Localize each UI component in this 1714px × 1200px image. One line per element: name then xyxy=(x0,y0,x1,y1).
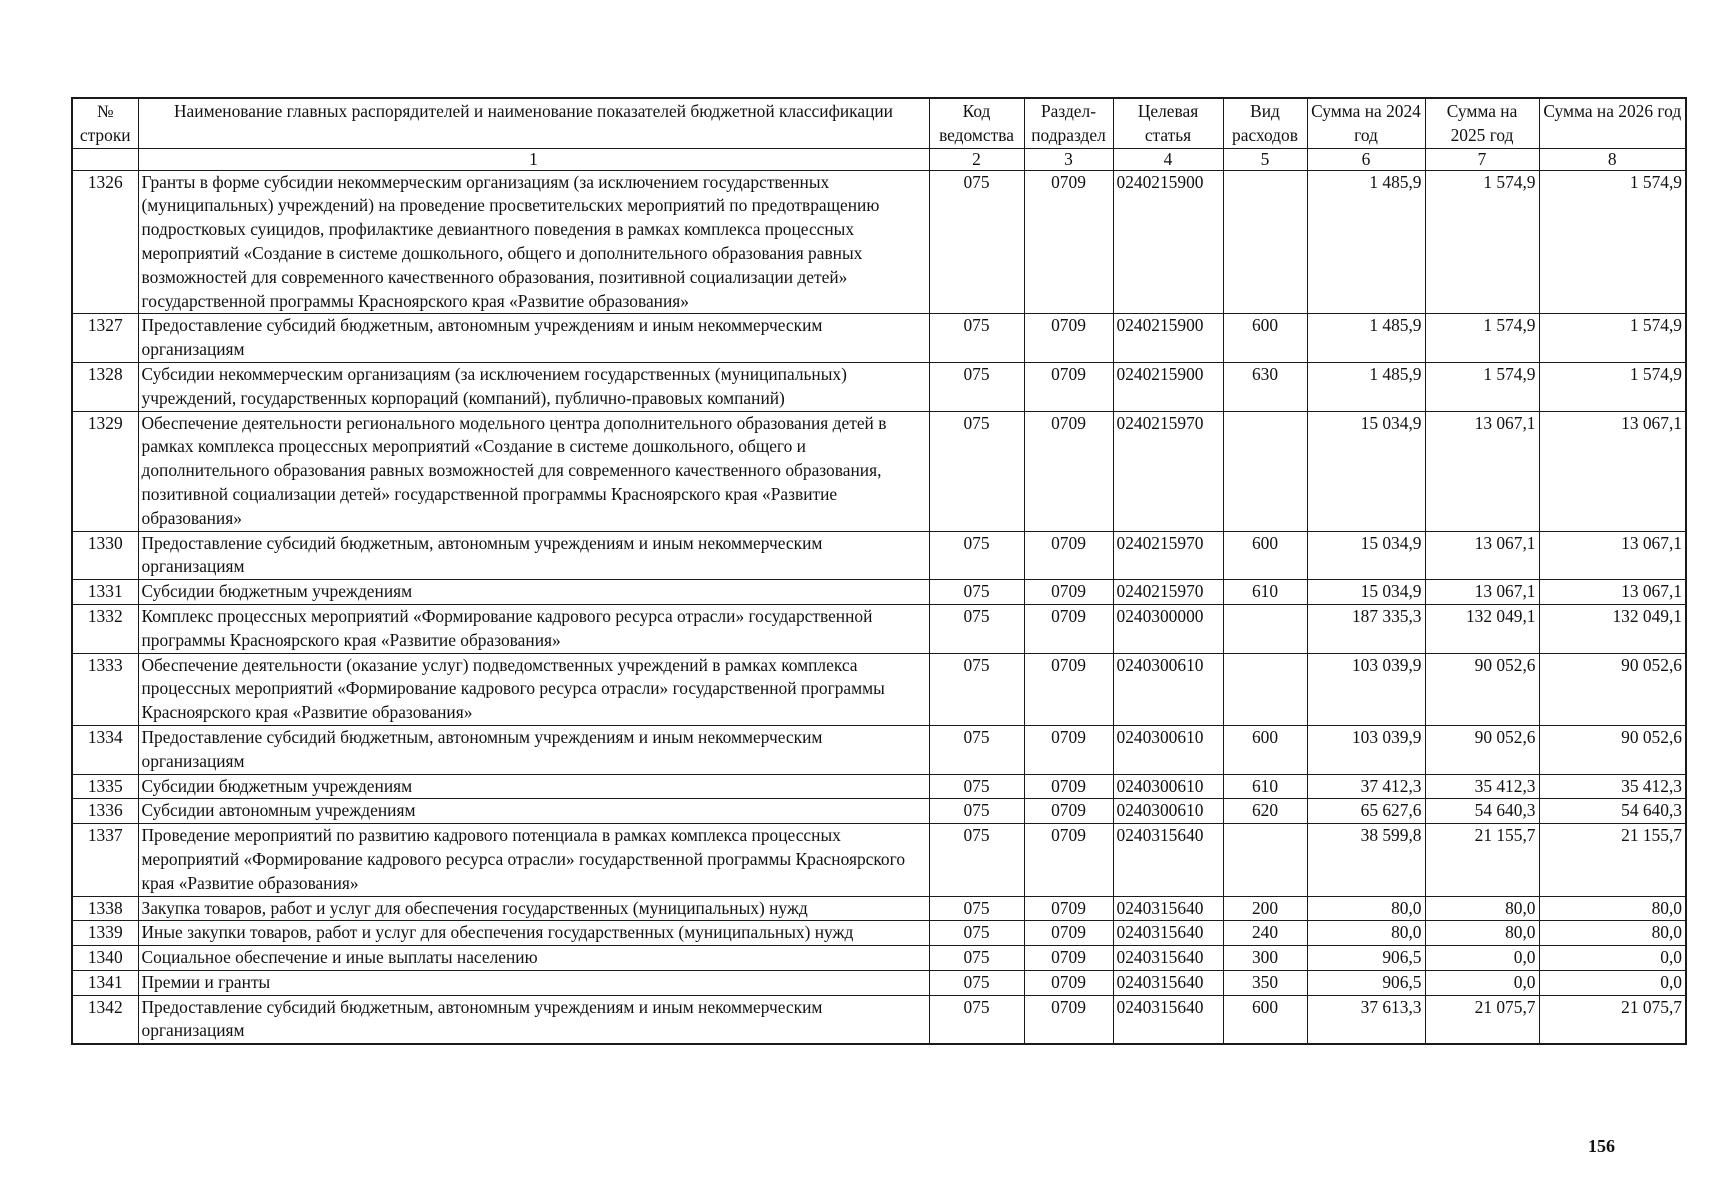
target-item-code: 0240315640 xyxy=(1113,921,1223,946)
section-code: 0709 xyxy=(1024,799,1113,824)
sum-2025: 35 412,3 xyxy=(1425,774,1539,799)
sum-2026: 13 067,1 xyxy=(1539,531,1686,580)
row-number: 1335 xyxy=(72,774,138,799)
department-code: 075 xyxy=(929,531,1024,580)
column-number: 2 xyxy=(929,148,1024,170)
sum-2025: 90 052,6 xyxy=(1425,653,1539,725)
header-row-number: № строки xyxy=(72,98,138,148)
department-code: 075 xyxy=(929,896,1024,921)
row-number: 1330 xyxy=(72,531,138,580)
department-code: 075 xyxy=(929,725,1024,774)
sum-2025: 80,0 xyxy=(1425,896,1539,921)
target-item-code: 0240215970 xyxy=(1113,580,1223,605)
department-code: 075 xyxy=(929,946,1024,971)
column-number: 8 xyxy=(1539,148,1686,170)
row-name: Комплекс процессных мероприятий «Формирование кадрового ресурса отрасли» государственной программы Красноярского края «Развитие образования» xyxy=(138,604,929,653)
header-department-code: Код ведомства xyxy=(929,98,1024,148)
row-name: Предоставление субсидий бюджетным, автономным учреждениям и иным некоммерческим организациям xyxy=(138,314,929,363)
table-row xyxy=(72,774,1686,799)
sum-2025: 1 574,9 xyxy=(1425,362,1539,411)
budget-table-container xyxy=(71,97,1685,1045)
table-row xyxy=(72,362,1686,411)
row-number: 1329 xyxy=(72,411,138,531)
sum-2026: 80,0 xyxy=(1539,921,1686,946)
department-code: 075 xyxy=(929,799,1024,824)
column-number: 3 xyxy=(1024,148,1113,170)
sum-2024: 37 412,3 xyxy=(1307,774,1425,799)
sum-2025: 90 052,6 xyxy=(1425,725,1539,774)
column-number: 4 xyxy=(1113,148,1223,170)
target-item-code: 0240215900 xyxy=(1113,314,1223,363)
section-code: 0709 xyxy=(1024,653,1113,725)
department-code: 075 xyxy=(929,411,1024,531)
header-target-item: Целевая статья xyxy=(1113,98,1223,148)
table-row xyxy=(72,921,1686,946)
department-code: 075 xyxy=(929,824,1024,896)
table-row xyxy=(72,946,1686,971)
target-item-code: 0240215900 xyxy=(1113,362,1223,411)
header-sum-2026: Сумма на 2026 год xyxy=(1539,98,1686,148)
sum-2024: 187 335,3 xyxy=(1307,604,1425,653)
row-name: Субсидии автономным учреждениям xyxy=(138,799,929,824)
section-code: 0709 xyxy=(1024,580,1113,605)
row-number: 1336 xyxy=(72,799,138,824)
department-code: 075 xyxy=(929,995,1024,1044)
target-item-code: 0240300000 xyxy=(1113,604,1223,653)
header-row xyxy=(72,98,1686,148)
section-code: 0709 xyxy=(1024,362,1113,411)
sum-2024: 103 039,9 xyxy=(1307,653,1425,725)
sum-2026: 90 052,6 xyxy=(1539,725,1686,774)
table-row xyxy=(72,314,1686,363)
row-number: 1333 xyxy=(72,653,138,725)
target-item-code: 0240300610 xyxy=(1113,725,1223,774)
row-number: 1326 xyxy=(72,170,138,314)
section-code: 0709 xyxy=(1024,774,1113,799)
sum-2025: 13 067,1 xyxy=(1425,580,1539,605)
row-name: Субсидии бюджетным учреждениям xyxy=(138,774,929,799)
sum-2025: 54 640,3 xyxy=(1425,799,1539,824)
sum-2026: 0,0 xyxy=(1539,946,1686,971)
expense-type-code: 300 xyxy=(1223,946,1307,971)
target-item-code: 0240300610 xyxy=(1113,799,1223,824)
target-item-code: 0240315640 xyxy=(1113,824,1223,896)
column-number-row xyxy=(72,148,1686,170)
expense-type-code xyxy=(1223,170,1307,314)
column-number xyxy=(72,148,138,170)
sum-2026: 80,0 xyxy=(1539,896,1686,921)
target-item-code: 0240315640 xyxy=(1113,946,1223,971)
table-row xyxy=(72,653,1686,725)
section-code: 0709 xyxy=(1024,946,1113,971)
table-row xyxy=(72,531,1686,580)
expense-type-code: 620 xyxy=(1223,799,1307,824)
sum-2026: 35 412,3 xyxy=(1539,774,1686,799)
table-row xyxy=(72,411,1686,531)
target-item-code: 0240315640 xyxy=(1113,970,1223,995)
row-name: Обеспечение деятельности (оказание услуг) подведомственных учреждений в рамках комплекса процессных мероприятий «Формирование кадрового ресурса отрасли» государственной программы Красноярского края «Развитие образования» xyxy=(138,653,929,725)
target-item-code: 0240300610 xyxy=(1113,653,1223,725)
row-name: Иные закупки товаров, работ и услуг для обеспечения государственных (муниципальных) нужд xyxy=(138,921,929,946)
section-code: 0709 xyxy=(1024,995,1113,1044)
sum-2024: 906,5 xyxy=(1307,946,1425,971)
row-number: 1338 xyxy=(72,896,138,921)
table-row xyxy=(72,824,1686,896)
row-number: 1337 xyxy=(72,824,138,896)
row-name: Обеспечение деятельности регионального модельного центра дополнительного образования детей в рамках комплекса процессных мероприятий «Создание в системе дошкольного, общего и дополнительного образования равных возможностей для современного качественного образования, позитивной социализации детей» государственной программы Красноярского края «Развитие образования» xyxy=(138,411,929,531)
expense-type-code: 240 xyxy=(1223,921,1307,946)
row-number: 1340 xyxy=(72,946,138,971)
row-name: Социальное обеспечение и иные выплаты населению xyxy=(138,946,929,971)
department-code: 075 xyxy=(929,604,1024,653)
row-name: Предоставление субсидий бюджетным, автономным учреждениям и иным некоммерческим организациям xyxy=(138,531,929,580)
sum-2024: 103 039,9 xyxy=(1307,725,1425,774)
target-item-code: 0240300610 xyxy=(1113,774,1223,799)
expense-type-code: 200 xyxy=(1223,896,1307,921)
sum-2024: 906,5 xyxy=(1307,970,1425,995)
sum-2024: 15 034,9 xyxy=(1307,531,1425,580)
sum-2024: 37 613,3 xyxy=(1307,995,1425,1044)
header-sum-2025: Сумма на 2025 год xyxy=(1425,98,1539,148)
table-row xyxy=(72,970,1686,995)
expense-type-code: 600 xyxy=(1223,725,1307,774)
expense-type-code: 610 xyxy=(1223,580,1307,605)
sum-2026: 13 067,1 xyxy=(1539,580,1686,605)
target-item-code: 0240315640 xyxy=(1113,995,1223,1044)
department-code: 075 xyxy=(929,170,1024,314)
sum-2026: 13 067,1 xyxy=(1539,411,1686,531)
column-number: 7 xyxy=(1425,148,1539,170)
row-number: 1331 xyxy=(72,580,138,605)
sum-2025: 13 067,1 xyxy=(1425,531,1539,580)
section-code: 0709 xyxy=(1024,531,1113,580)
row-number: 1327 xyxy=(72,314,138,363)
department-code: 075 xyxy=(929,580,1024,605)
sum-2025: 1 574,9 xyxy=(1425,314,1539,363)
sum-2025: 0,0 xyxy=(1425,970,1539,995)
sum-2024: 65 627,6 xyxy=(1307,799,1425,824)
sum-2025: 80,0 xyxy=(1425,921,1539,946)
column-number: 5 xyxy=(1223,148,1307,170)
section-code: 0709 xyxy=(1024,896,1113,921)
row-number: 1334 xyxy=(72,725,138,774)
section-code: 0709 xyxy=(1024,411,1113,531)
header-sum-2024: Сумма на 2024 год xyxy=(1307,98,1425,148)
department-code: 075 xyxy=(929,362,1024,411)
department-code: 075 xyxy=(929,774,1024,799)
row-number: 1339 xyxy=(72,921,138,946)
section-code: 0709 xyxy=(1024,970,1113,995)
expense-type-code xyxy=(1223,653,1307,725)
expense-type-code: 350 xyxy=(1223,970,1307,995)
sum-2025: 21 155,7 xyxy=(1425,824,1539,896)
sum-2024: 80,0 xyxy=(1307,921,1425,946)
table-row xyxy=(72,799,1686,824)
section-code: 0709 xyxy=(1024,824,1113,896)
sum-2024: 1 485,9 xyxy=(1307,170,1425,314)
expense-type-code xyxy=(1223,411,1307,531)
table-row xyxy=(72,580,1686,605)
sum-2025: 132 049,1 xyxy=(1425,604,1539,653)
row-name: Премии и гранты xyxy=(138,970,929,995)
table-body xyxy=(72,170,1686,1044)
sum-2026: 1 574,9 xyxy=(1539,314,1686,363)
sum-2024: 1 485,9 xyxy=(1307,362,1425,411)
row-name: Субсидии некоммерческим организациям (за исключением государственных (муниципальных) учреждений, государственных корпораций (компаний), публично-правовых компаний) xyxy=(138,362,929,411)
sum-2026: 21 155,7 xyxy=(1539,824,1686,896)
row-number: 1332 xyxy=(72,604,138,653)
row-name: Проведение мероприятий по развитию кадрового потенциала в рамках комплекса процессных мероприятий «Формирование кадрового ресурса отрасли» государственной программы Красноярского края «Развитие образования» xyxy=(138,824,929,896)
expense-type-code: 600 xyxy=(1223,314,1307,363)
target-item-code: 0240215900 xyxy=(1113,170,1223,314)
table-row xyxy=(72,170,1686,314)
sum-2024: 15 034,9 xyxy=(1307,580,1425,605)
row-number: 1342 xyxy=(72,995,138,1044)
sum-2026: 54 640,3 xyxy=(1539,799,1686,824)
sum-2024: 80,0 xyxy=(1307,896,1425,921)
expense-type-code: 600 xyxy=(1223,531,1307,580)
expense-type-code: 610 xyxy=(1223,774,1307,799)
row-number: 1341 xyxy=(72,970,138,995)
target-item-code: 0240215970 xyxy=(1113,411,1223,531)
page-number: 156 xyxy=(1588,1136,1615,1156)
row-name: Предоставление субсидий бюджетным, автономным учреждениям и иным некоммерческим организациям xyxy=(138,725,929,774)
table-row xyxy=(72,995,1686,1044)
section-code: 0709 xyxy=(1024,725,1113,774)
sum-2024: 38 599,8 xyxy=(1307,824,1425,896)
row-name: Гранты в форме субсидии некоммерческим организациям (за исключением государственных (муниципальных) учреждений) на проведение просветительских мероприятий по предотвращению подростковых суицидов, профилактике девиантного поведения в рамках комплекса процессных мероприятий «Создание в системе дошкольного, общего и дополнительного образования равных возможностей для современного качественного образования, позитивной социализации детей» государственной программы Красноярского края «Развитие образования» xyxy=(138,170,929,314)
sum-2026: 132 049,1 xyxy=(1539,604,1686,653)
section-code: 0709 xyxy=(1024,314,1113,363)
row-name: Закупка товаров, работ и услуг для обеспечения государственных (муниципальных) нужд xyxy=(138,896,929,921)
expense-type-code: 600 xyxy=(1223,995,1307,1044)
sum-2026: 1 574,9 xyxy=(1539,362,1686,411)
sum-2026: 21 075,7 xyxy=(1539,995,1686,1044)
department-code: 075 xyxy=(929,653,1024,725)
sum-2025: 21 075,7 xyxy=(1425,995,1539,1044)
sum-2026: 0,0 xyxy=(1539,970,1686,995)
sum-2025: 0,0 xyxy=(1425,946,1539,971)
table-row xyxy=(72,604,1686,653)
sum-2026: 1 574,9 xyxy=(1539,170,1686,314)
department-code: 075 xyxy=(929,970,1024,995)
target-item-code: 0240215970 xyxy=(1113,531,1223,580)
expense-type-code xyxy=(1223,824,1307,896)
section-code: 0709 xyxy=(1024,604,1113,653)
section-code: 0709 xyxy=(1024,170,1113,314)
sum-2025: 13 067,1 xyxy=(1425,411,1539,531)
table-row xyxy=(72,725,1686,774)
sum-2026: 90 052,6 xyxy=(1539,653,1686,725)
header-section: Раздел-подраздел xyxy=(1024,98,1113,148)
row-number: 1328 xyxy=(72,362,138,411)
department-code: 075 xyxy=(929,314,1024,363)
column-number: 6 xyxy=(1307,148,1425,170)
department-code: 075 xyxy=(929,921,1024,946)
expense-type-code: 630 xyxy=(1223,362,1307,411)
sum-2024: 15 034,9 xyxy=(1307,411,1425,531)
row-name: Субсидии бюджетным учреждениям xyxy=(138,580,929,605)
header-name: Наименование главных распорядителей и наименование показателей бюджетной классификации xyxy=(138,98,929,148)
sum-2025: 1 574,9 xyxy=(1425,170,1539,314)
column-number: 1 xyxy=(138,148,929,170)
budget-table xyxy=(71,97,1687,1045)
header-expense-type: Вид расходов xyxy=(1223,98,1307,148)
table-row xyxy=(72,896,1686,921)
section-code: 0709 xyxy=(1024,921,1113,946)
target-item-code: 0240315640 xyxy=(1113,896,1223,921)
expense-type-code xyxy=(1223,604,1307,653)
sum-2024: 1 485,9 xyxy=(1307,314,1425,363)
row-name: Предоставление субсидий бюджетным, автономным учреждениям и иным некоммерческим организациям xyxy=(138,995,929,1044)
